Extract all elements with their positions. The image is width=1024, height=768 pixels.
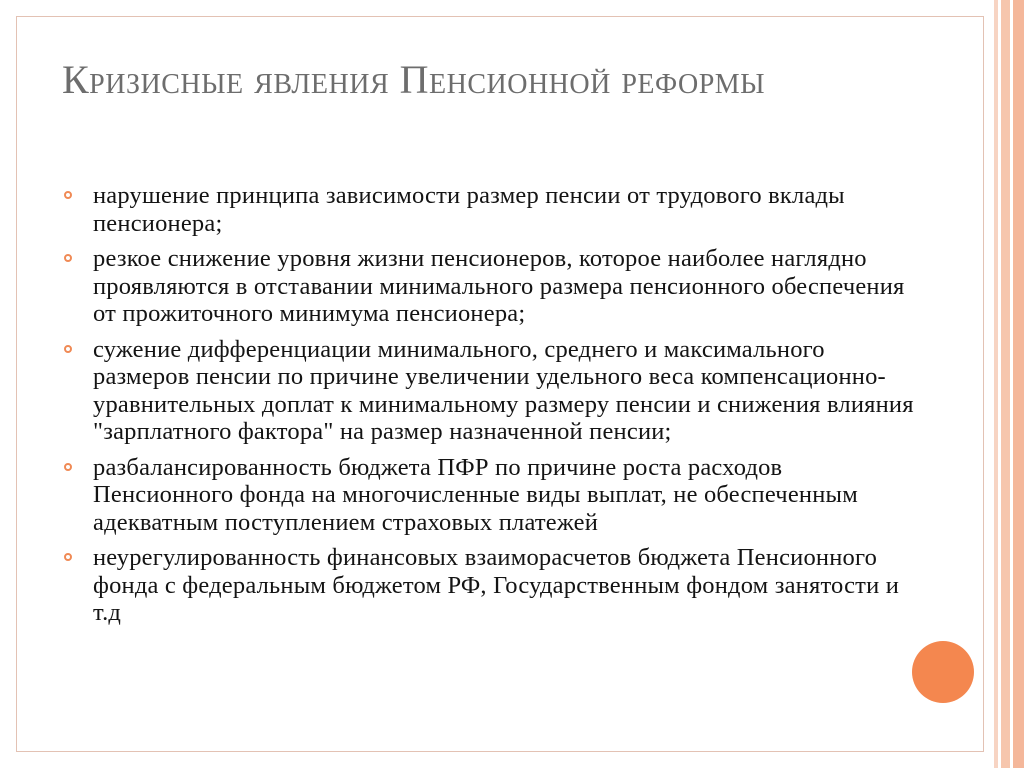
bullet-text: разбалансированность бюджета ПФР по причине роста расходов Пенсионного фонда на многочисленные виды выплат, не обеспеченным адекватным поступлением страховых платежей: [93, 453, 858, 536]
stripe: [1001, 0, 1010, 768]
slide-title: Кризисные явления Пенсионной реформы: [62, 57, 766, 102]
bullet-circle-icon: [64, 345, 72, 353]
bullet-text: резкое снижение уровня жизни пенсионеров, которое наиболее наглядно проявляются в отставании минимального размера пенсионного обеспечения от прожиточного минимума пенсионера;: [93, 245, 905, 327]
bullet-text: нарушение принципа зависимости размер пенсии от трудового вклады пенсионера;: [93, 182, 845, 237]
decorative-stripes: [994, 0, 1024, 768]
bullet-item: [62, 544, 922, 627]
decorative-circle: [912, 641, 974, 703]
bullet-item: [62, 182, 922, 237]
bullet-text: неурегулированность финансовых взаиморасчетов бюджета Пенсионного фонда с федеральным бюджетом РФ, Государственным фондом занятости и т.д: [93, 544, 900, 626]
bullet-circle-icon: [64, 191, 72, 199]
bullet-list: [62, 182, 922, 635]
bullet-item: [62, 245, 922, 328]
stripe: [1013, 0, 1024, 768]
bullet-text: сужение дифференциации минимального, среднего и максимального размеров пенсии по причине увеличении удельного веса компенсационно-уравнительных доплат к минимальному размеру пенсии и снижения влияния "зарплатного фактора" на размер назначенной пенсии;: [93, 335, 914, 445]
bullet-item: [62, 454, 922, 537]
bullet-circle-icon: [64, 254, 72, 262]
bullet-circle-icon: [64, 553, 72, 561]
bullet-circle-icon: [64, 463, 72, 471]
bullet-item: [62, 336, 922, 446]
